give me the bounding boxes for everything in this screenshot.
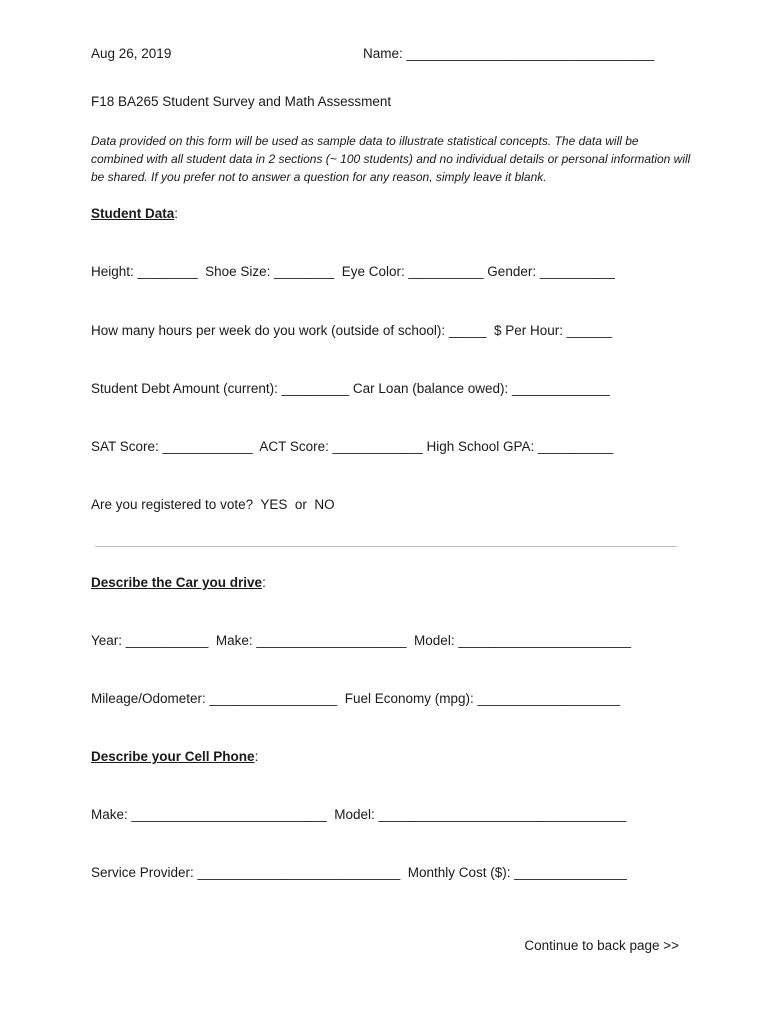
car-mileage-fuel-line[interactable]: Mileage/Odometer: _________________ Fuel Economy (mpg): ___________________ bbox=[91, 691, 621, 706]
name-field[interactable]: Name: _________________________________ bbox=[363, 46, 655, 61]
heading-colon: : bbox=[262, 575, 266, 590]
form-date: Aug 26, 2019 bbox=[91, 46, 172, 61]
phone-heading-text: Describe your Cell Phone bbox=[91, 749, 255, 764]
test-scores-line[interactable]: SAT Score: ____________ ACT Score: ____________ High School GPA: __________ bbox=[91, 439, 614, 454]
heading-colon: : bbox=[174, 206, 179, 221]
phone-make-model-line[interactable]: Make: __________________________ Model: _________________________________ bbox=[91, 807, 627, 822]
debt-loan-line[interactable]: Student Debt Amount (current): _________ Car Loan (balance owed): _____________ bbox=[91, 381, 610, 396]
phone-service-cost-line[interactable]: Service Provider: ___________________________ Monthly Cost ($): _______________ bbox=[91, 865, 627, 880]
section-heading-phone bbox=[91, 749, 258, 764]
section-heading-car bbox=[91, 575, 266, 590]
heading-colon: : bbox=[254, 749, 259, 764]
privacy-notice: Data provided on this form will be used as sample data to illustrate statistical concepts. The data will be combined with all student data in 2 sections (~ 100 students) and no individual details or personal information will be shared. If you prefer not to answer a question for any reason, simply leave it blank. bbox=[91, 134, 691, 184]
car-year-make-model-line[interactable]: Year: ___________ Make: ____________________ Model: _______________________ bbox=[91, 633, 631, 648]
vote-question-line[interactable]: Are you registered to vote? YES or NO bbox=[91, 497, 335, 512]
student-data-heading-text: Student Data bbox=[91, 206, 175, 221]
work-hours-line[interactable]: How many hours per week do you work (outside of school): _____ $ Per Hour: ______ bbox=[91, 323, 612, 338]
form-title: F18 BA265 Student Survey and Math Assessment bbox=[91, 94, 392, 109]
section-divider bbox=[95, 546, 677, 547]
continue-note: Continue to back page >> bbox=[524, 938, 679, 953]
section-heading-student-data bbox=[91, 206, 178, 221]
car-heading-text: Describe the Car you drive bbox=[91, 575, 263, 590]
height-shoe-eye-gender-line[interactable]: Height: ________ Shoe Size: ________ Eye Color: __________ Gender: __________ bbox=[91, 264, 615, 279]
